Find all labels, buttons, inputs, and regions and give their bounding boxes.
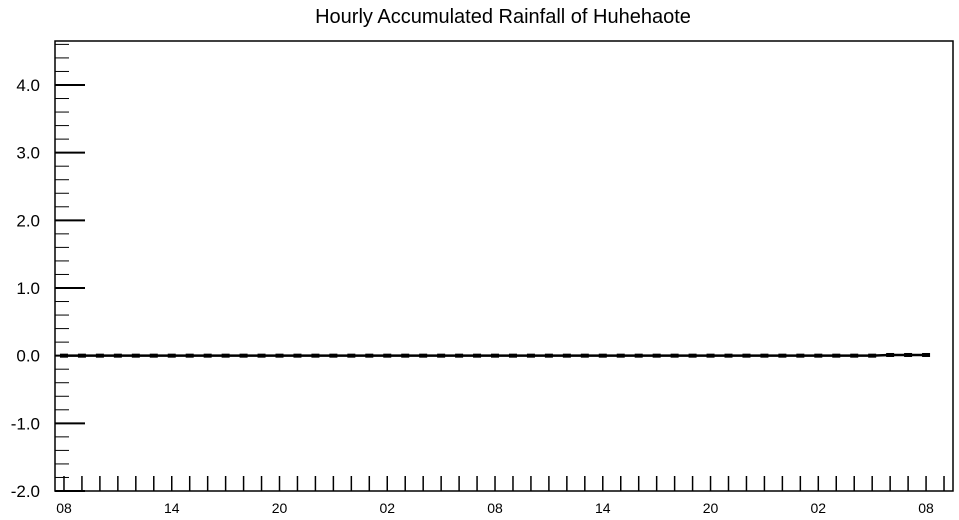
- data-point: [725, 354, 733, 358]
- data-point: [742, 354, 750, 358]
- x-tick-label: 08: [918, 500, 934, 516]
- data-point: [671, 354, 679, 358]
- data-point: [904, 353, 912, 357]
- data-point: [311, 354, 319, 358]
- y-tick-label: 1.0: [16, 278, 40, 298]
- y-tick-label: 2.0: [16, 211, 40, 231]
- data-point: [455, 354, 463, 358]
- data-point: [689, 354, 697, 358]
- x-tick-label: 02: [810, 500, 827, 516]
- data-point: [401, 354, 409, 358]
- data-point: [563, 354, 571, 358]
- data-point: [114, 354, 122, 358]
- x-tick-label: 20: [271, 500, 288, 516]
- data-point: [760, 354, 768, 358]
- x-tick-label: 08: [487, 500, 503, 516]
- data-point: [850, 354, 858, 358]
- y-tick-label: -1.0: [10, 414, 40, 434]
- data-point: [186, 354, 194, 358]
- y-tick-label: -2.0: [10, 482, 40, 501]
- data-point: [60, 354, 68, 358]
- data-point: [132, 354, 140, 358]
- data-point: [922, 353, 930, 357]
- x-tick-label: 14: [594, 500, 611, 516]
- data-point: [168, 354, 176, 358]
- data-point: [383, 354, 391, 358]
- data-point: [204, 354, 212, 358]
- data-point: [258, 354, 266, 358]
- data-point: [796, 354, 804, 358]
- data-point: [473, 354, 481, 358]
- data-point: [150, 354, 158, 358]
- data-point: [581, 354, 589, 358]
- data-point: [635, 354, 643, 358]
- data-point: [276, 354, 284, 358]
- data-point: [491, 354, 499, 358]
- y-tick-label: 4.0: [16, 75, 40, 95]
- y-tick-label: 0.0: [16, 346, 40, 366]
- data-point: [545, 354, 553, 358]
- data-point: [293, 354, 301, 358]
- data-point: [78, 354, 86, 358]
- x-tick-label: 02: [379, 500, 396, 516]
- data-point: [437, 354, 445, 358]
- data-point: [707, 354, 715, 358]
- data-point: [832, 354, 840, 358]
- data-point: [778, 354, 786, 358]
- data-point: [868, 354, 876, 358]
- chart-title: Hourly Accumulated Rainfall of Huhehaote: [315, 6, 691, 28]
- data-point: [599, 354, 607, 358]
- y-tick-label: 3.0: [16, 143, 40, 163]
- x-tick-label: 14: [163, 500, 180, 516]
- x-tick-label: 08: [56, 500, 72, 516]
- data-point: [419, 354, 427, 358]
- plot-frame: [55, 41, 953, 491]
- data-point: [617, 354, 625, 358]
- data-point: [240, 354, 248, 358]
- data-point: [509, 354, 517, 358]
- plot-area: [11, 41, 953, 516]
- x-tick-label: 20: [702, 500, 719, 516]
- data-point: [96, 354, 104, 358]
- data-point: [527, 354, 535, 358]
- data-point: [814, 354, 822, 358]
- data-point: [347, 354, 355, 358]
- data-point: [222, 354, 230, 358]
- data-point: [653, 354, 661, 358]
- data-point: [886, 353, 894, 357]
- data-point: [365, 354, 373, 358]
- data-point: [329, 354, 337, 358]
